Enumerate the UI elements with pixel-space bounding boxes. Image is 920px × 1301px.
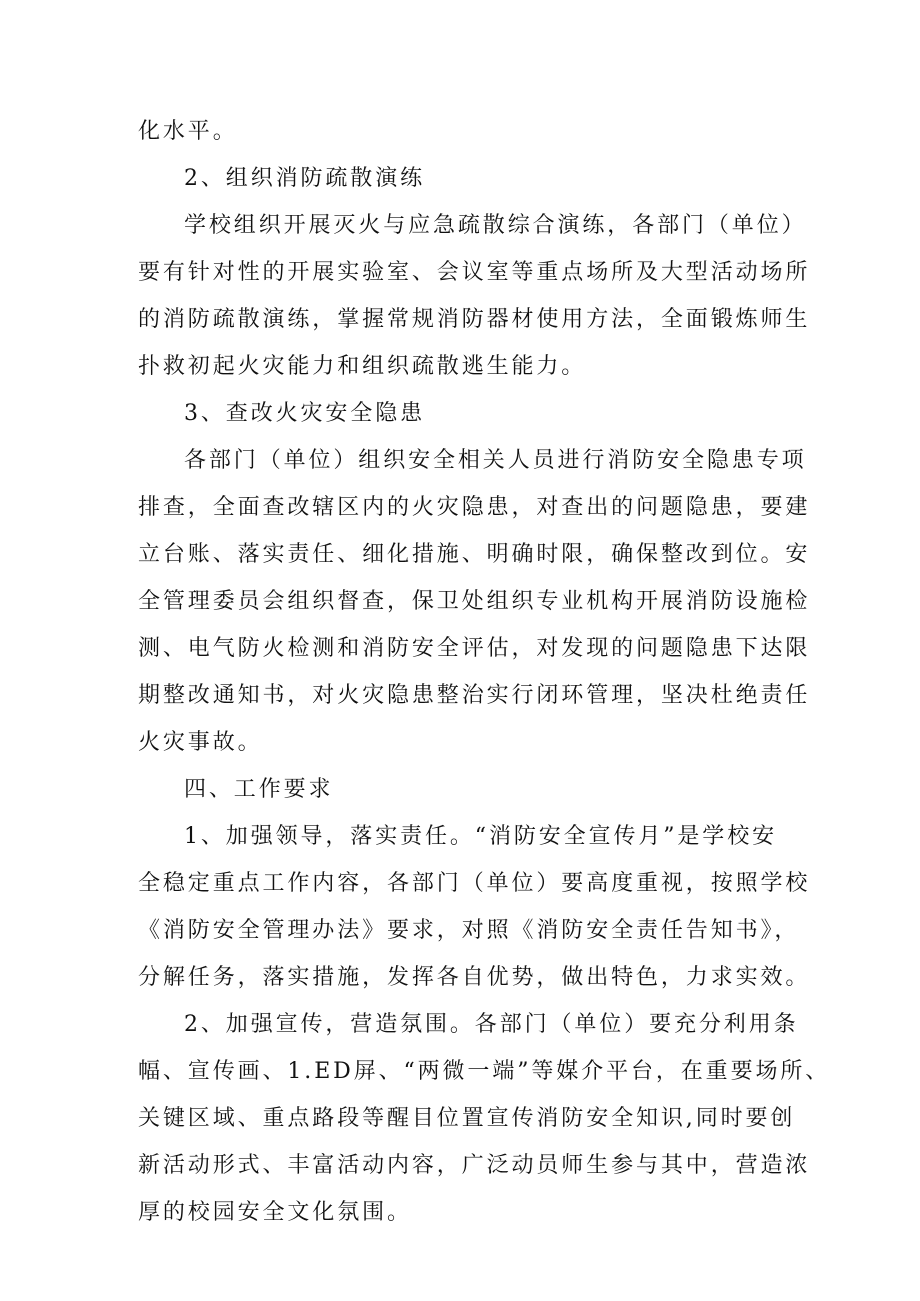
paragraph-line: 要有针对性的开展实验室、会议室等重点场所及大型活动场所	[138, 260, 811, 285]
paragraph-line: 全稳定重点工作内容，各部门（单位）要高度重视，按照学校	[138, 871, 811, 896]
paragraph-line: 厚的校园安全文化氛围。	[138, 1200, 412, 1225]
paragraph-line: 各部门（单位）组织安全相关人员进行消防安全隐患专项	[184, 448, 807, 473]
paragraph-line: 全管理委员会组织督查，保卫处组织专业机构开展消防设施检	[138, 589, 811, 614]
paragraph-line: 火灾事故。	[138, 730, 263, 755]
document-body	[138, 108, 831, 1236]
paragraph-line: 1、加强领导，落实责任。“消防安全宣传月”是学校安	[184, 824, 777, 849]
paragraph-line: 关键区域、重点路段等醒目位置宣传消防安全知识,同时要创	[138, 1106, 796, 1131]
paragraph-line: 学校组织开展灭火与应急疏散综合演练，各部门（单位）	[184, 213, 807, 238]
body-text-line: 化水平。	[138, 119, 238, 144]
paragraph-line: 2、加强宣传，营造氛围。各部门（单位）要充分利用条	[184, 1012, 799, 1037]
paragraph-line: 期整改通知书，对火灾隐患整治实行闭环管理，坚决杜绝责任	[138, 683, 811, 708]
paragraph-line: 《消防安全管理办法》要求，对照《消防安全责任告知书》，	[138, 918, 800, 943]
section-heading-work-requirements: 四、工作要求	[184, 777, 334, 802]
paragraph-line: 立台账、落实责任、细化措施、明确时限，确保整改到位。安	[138, 542, 811, 567]
paragraph-line: 新活动形式、丰富活动内容，广泛动员师生参与其中，营造浓	[138, 1153, 811, 1178]
section-heading-hazard-inspection: 3、查改火灾安全隐患	[184, 401, 425, 426]
paragraph-line: 分解任务，落实措施，发挥各自优势，做出特色，力求实效。	[138, 965, 811, 990]
paragraph-line: 幅、宣传画、1.ED屏、“两微一端”等媒介平台，在重要场所、	[138, 1059, 831, 1084]
section-heading-evacuation-drill: 2、组织消防疏散演练	[184, 166, 425, 191]
paragraph-line: 测、电气防火检测和消防安全评估，对发现的问题隐患下达限	[138, 636, 811, 661]
paragraph-line: 的消防疏散演练，掌握常规消防器材使用方法，全面锻炼师生	[138, 307, 811, 332]
paragraph-line: 排查，全面查改辖区内的火灾隐患，对查出的问题隐患，要建	[138, 495, 811, 520]
paragraph-line: 扑救初起火灾能力和组织疏散逃生能力。	[138, 354, 587, 379]
